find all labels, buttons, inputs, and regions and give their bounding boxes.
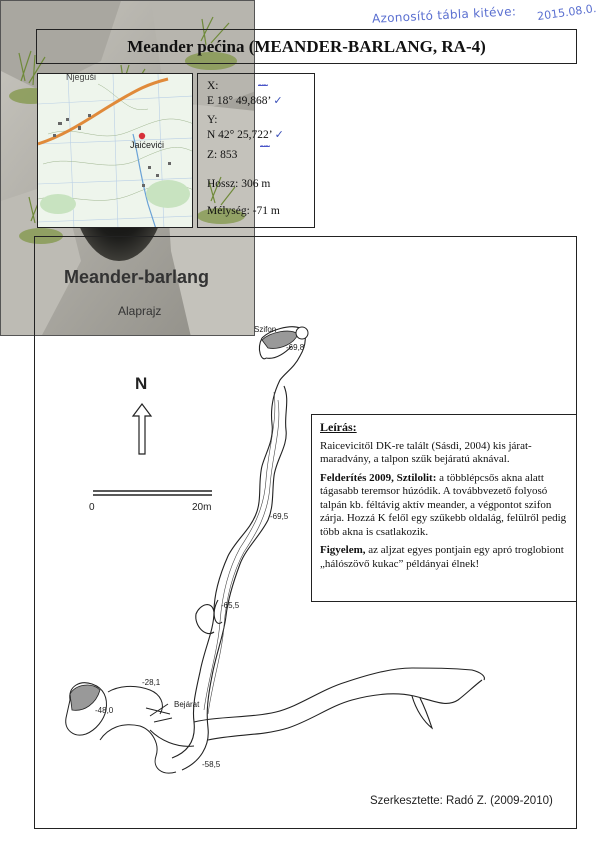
- length-label: Hossz:: [207, 178, 239, 190]
- y-check-icon: ✓: [274, 129, 284, 141]
- plan-subtitle: Alaprajz: [118, 304, 162, 318]
- label-depth-585: -58,5: [202, 760, 221, 769]
- x-value: E 18° 49,868’: [207, 95, 272, 107]
- x-check-icon: ✓: [273, 95, 283, 107]
- handwritten-note: Azonosító tábla kitéve:: [371, 4, 517, 26]
- depth-label: Mélység:: [207, 205, 250, 217]
- description-paragraph-1: Raicevicitől DK-re talált (Sásdi, 2004) kis járat-maradvány, a talpon szűk bejáratú aknával.: [320, 439, 532, 465]
- x-label: X:: [207, 80, 219, 92]
- y-label: Y:: [207, 114, 218, 126]
- warning-heading: Figyelem,: [320, 544, 366, 556]
- label-depth-281: -28,1: [142, 678, 161, 687]
- depth-value: -71 m: [252, 205, 280, 217]
- scale-end-label: 20m: [192, 502, 212, 513]
- label-szifon: Szifon: [254, 325, 277, 334]
- map-place-label-jaicevici: Jaićevići: [130, 140, 165, 150]
- page-title: Meander pećina (MEANDER-BARLANG, RA-4): [127, 37, 486, 56]
- exploration-text: a többlépcsős akna alatt tágasabb teremsor húzódik. A továbbvezető folyosó talpán kb. féltávig aktív meander, a végpontot szifon zárja. Hozzá K felől egy szűkebb oldalág, felülről pedig több akna is csatlakozik.: [320, 471, 567, 538]
- z-value: 853: [220, 149, 238, 161]
- east-side-branch: [194, 668, 484, 740]
- scale-bar: [93, 491, 212, 495]
- label-bejarat: Bejárat: [174, 700, 200, 709]
- label-depth-655: -65,5: [221, 601, 240, 610]
- scale-start-label: 0: [89, 502, 95, 513]
- editor-credit: Szerkesztette: Radó Z. (2009-2010): [370, 795, 553, 807]
- length-value: 306 m: [241, 178, 271, 190]
- y-correction-scribble: ~~: [260, 141, 270, 151]
- label-depth-698: -69,8: [286, 343, 305, 352]
- entrance-symbol-icon: [146, 704, 172, 722]
- z-label: Z:: [207, 149, 218, 161]
- label-depth-695: -69,5: [270, 512, 289, 521]
- x-correction-scribble: ~~: [258, 80, 268, 90]
- label-depth-480: -48,0: [95, 706, 114, 715]
- description-heading: Leírás:: [320, 420, 357, 434]
- exploration-heading: Felderítés 2009, Sztilolit:: [320, 471, 437, 484]
- warning-text: az aljzat egyes pontjain egy apró troglobiont „hálószövő kukac” példányai élnek!: [320, 544, 564, 570]
- plan-title: Meander-barlang: [64, 267, 210, 287]
- north-arrow-icon: [133, 404, 151, 454]
- handwritten-date: 2015.08.0.: [536, 1, 598, 24]
- meander-lines: [204, 392, 279, 714]
- map-place-label-njegusi: Njeguši: [66, 73, 97, 82]
- north-label: N: [135, 374, 148, 393]
- y-value: N 42° 25,722’: [207, 129, 273, 141]
